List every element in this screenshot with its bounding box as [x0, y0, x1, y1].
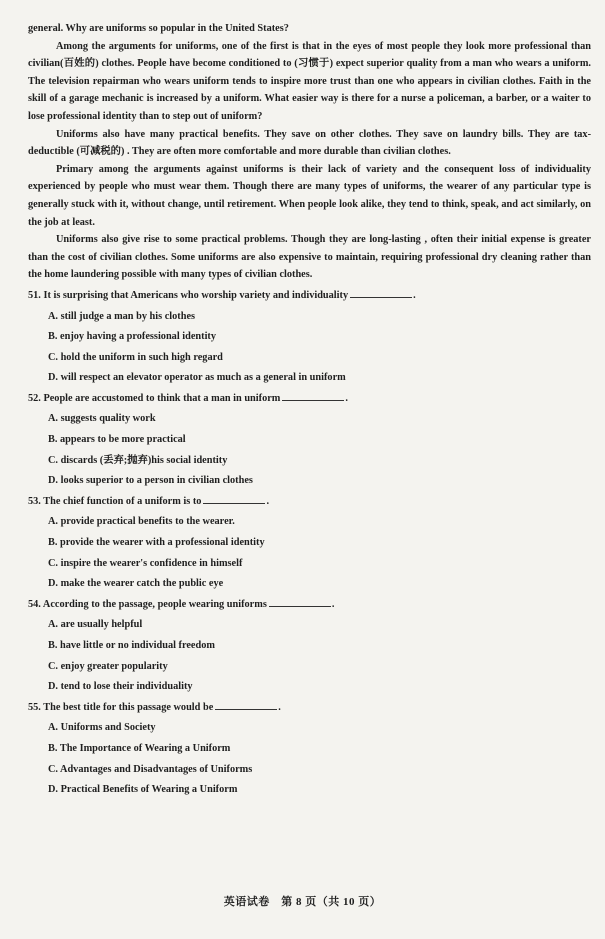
- option-a: A. provide practical benefits to the wearer.: [48, 516, 235, 528]
- passage-paragraph: Primary among the arguments against uniforms is their lack of variety and the consequent loss of individuality experienced by people who must wear them. Though there are many types of uniforms, the wearer of any particular type is generally stuck with it, without change, until retirement. When people look alike, they tend to think, speak, and act similarly, on the job at least.: [28, 163, 591, 228]
- question-53: [28, 492, 591, 595]
- question-stem: [28, 389, 591, 410]
- option-d: D. looks superior to a person in civilian clothes: [48, 475, 253, 487]
- option-c: C. hold the uniform in such high regard: [48, 351, 223, 363]
- option-a: A. suggests quality work: [48, 413, 156, 425]
- option-d: D. will respect an elevator operator as much as a general in uniform: [48, 372, 346, 384]
- question-stem-end: .: [278, 701, 281, 713]
- question-stem-text: 52. People are accustomed to think that a man in uniform: [28, 392, 281, 404]
- passage-paragraph: Among the arguments for uniforms, one of the first is that in the eyes of most people they look more professional than civilian(百姓的) clothes. People have become conditioned to (习惯于) expect superior quality from a man who wears a uniform. The television repairman who wears uniform tends to inspire more trust than one who appears in civilian clothes. Faith in the skill of a garage mechanic is increased by a uniform. What easier way is there for a nurse a policeman, a barber, or a waiter to lose professional identity than to step out of uniform?: [28, 40, 591, 122]
- option-b: B. provide the wearer with a professional identity: [48, 537, 265, 549]
- question-stem-end: .: [331, 598, 335, 610]
- question-stem-text: 55. The best title for this passage would be: [28, 701, 214, 713]
- answer-blank: [350, 287, 412, 298]
- answer-blank: [282, 390, 344, 401]
- page-footer: 英语试卷 第 8 页（共 10 页）: [223, 896, 382, 908]
- question-stem: [28, 698, 591, 719]
- question-51: [28, 286, 591, 389]
- option-d: D. make the wearer catch the public eye: [48, 578, 224, 590]
- question-stem-end: .: [413, 289, 416, 301]
- option-d: D. tend to lose their individuality: [48, 681, 193, 693]
- answer-blank: [203, 493, 265, 504]
- passage-paragraph: Uniforms also have many practical benefits. They save on other clothes. They save on laundry bills. They are tax-deductible (可减税的) . They are often more comfortable and more durable than civilian clothes.: [28, 128, 591, 158]
- question-stem: [28, 286, 591, 307]
- passage-paragraph: general. Why are uniforms so popular in the United States?: [28, 23, 289, 34]
- question-52: [28, 389, 591, 492]
- question-stem-end: .: [266, 495, 270, 507]
- answer-blank: [269, 596, 331, 607]
- option-b: B. have little or no individual freedom: [48, 640, 215, 651]
- option-c: C. enjoy greater popularity: [48, 660, 168, 672]
- option-b: B. enjoy having a professional identity: [48, 331, 217, 343]
- question-55: [28, 698, 591, 801]
- option-c: C. Advantages and Disadvantages of Uniforms: [48, 763, 253, 775]
- option-b: B. The Importance of Wearing a Uniform: [48, 742, 231, 754]
- option-a: A. still judge a man by his clothes: [48, 310, 196, 322]
- option-c: C. inspire the wearer's confidence in himself: [48, 557, 243, 569]
- option-d: D. Practical Benefits of Wearing a Uniform: [48, 784, 238, 796]
- question-stem: [28, 492, 591, 513]
- reading-passage: [28, 20, 591, 284]
- question-stem-text: 53. The chief function of a uniform is to: [28, 495, 202, 507]
- question-list: [28, 286, 591, 801]
- answer-blank: [215, 699, 277, 710]
- option-a: A. are usually helpful: [48, 619, 143, 631]
- question-stem-text: 54. According to the passage, people wearing uniforms: [28, 598, 267, 610]
- option-c: C. discards (丢弃;抛弃)his social identity: [48, 454, 228, 466]
- option-b: B. appears to be more practical: [48, 434, 186, 446]
- question-stem-end: .: [345, 392, 348, 404]
- question-stem-text: 51. It is surprising that Americans who worship variety and individuality: [28, 289, 349, 301]
- option-a: A. Uniforms and Society: [48, 722, 156, 734]
- question-stem: [28, 595, 591, 616]
- passage-paragraph: Uniforms also give rise to some practical problems. Though they are long-lasting , often their initial expense is greater than the cost of civilian clothes. Some uniforms are also expensive to maintain, requiring professional dry cleaning rather than the home laundering possible with many types of civilian clothes.: [28, 234, 591, 281]
- question-54: [28, 595, 591, 698]
